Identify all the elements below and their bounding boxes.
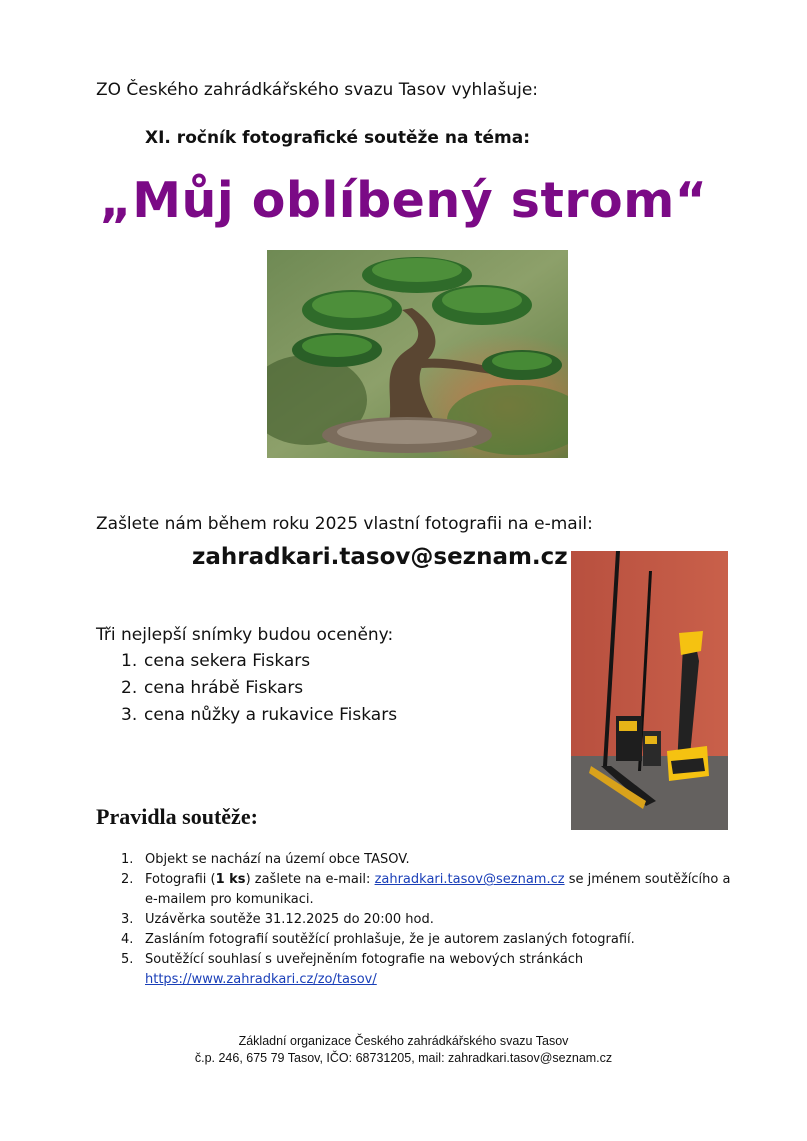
website-link[interactable]: https://www.zahradkari.cz/zo/tasov/ — [145, 972, 377, 987]
rule-item: 5. Soutěžící souhlasí s uveřejněním fotografie na webových stránkách https://www.zahradkari.cz/zo/tasov/ — [121, 952, 584, 987]
send-instructions: Zašlete nám během roku 2025 vlastní fotografii na e-mail: — [96, 514, 593, 534]
page-title: „Můj oblíbený strom“ — [99, 172, 708, 229]
prizes-intro: Tři nejlepší snímky budou oceněny: — [96, 625, 394, 645]
email-link[interactable]: zahradkari.tasov@seznam.cz — [374, 872, 565, 887]
rule-item: 4. Zasláním fotografií soutěžící prohlašuje, že je autorem zaslaných fotografií. — [121, 932, 635, 947]
fiskars-tools-photo — [571, 551, 728, 830]
footer-line-2: č.p. 246, 675 79 Tasov, IČO: 68731205, mail: zahradkari.tasov@seznam.cz — [194, 1051, 613, 1065]
prize-item: 2. cena hrábě Fiskars — [121, 678, 304, 698]
rules-heading: Pravidla soutěže: — [96, 804, 258, 829]
rule-item: 3. Uzávěrka soutěže 31.12.2025 do 20:00 hod. — [121, 912, 434, 927]
intro-text: ZO Českého zahrádkářského svazu Tasov vyhlašuje: — [96, 80, 539, 100]
rule-item: 1. Objekt se nachází na území obce TASOV. — [121, 852, 410, 867]
footer-line-1: Základní organizace Českého zahrádkářského svazu Tasov — [238, 1034, 569, 1048]
prize-item: 1. cena sekera Fiskars — [121, 651, 311, 671]
bonsai-tree-photo — [267, 250, 568, 458]
contact-email: zahradkari.tasov@seznam.cz — [192, 544, 568, 570]
footer — [0, 1033, 807, 1067]
rule-item: 2. Fotografii (1 ks) zašlete na e-mail: zahradkari.tasov@seznam.cz se jménem soutěžícího a e-mailem pro komunikaci. — [121, 872, 731, 907]
prize-item: 3. cena nůžky a rukavice Fiskars — [121, 705, 398, 725]
edition-text: XI. ročník fotografické soutěže na téma: — [145, 128, 531, 148]
